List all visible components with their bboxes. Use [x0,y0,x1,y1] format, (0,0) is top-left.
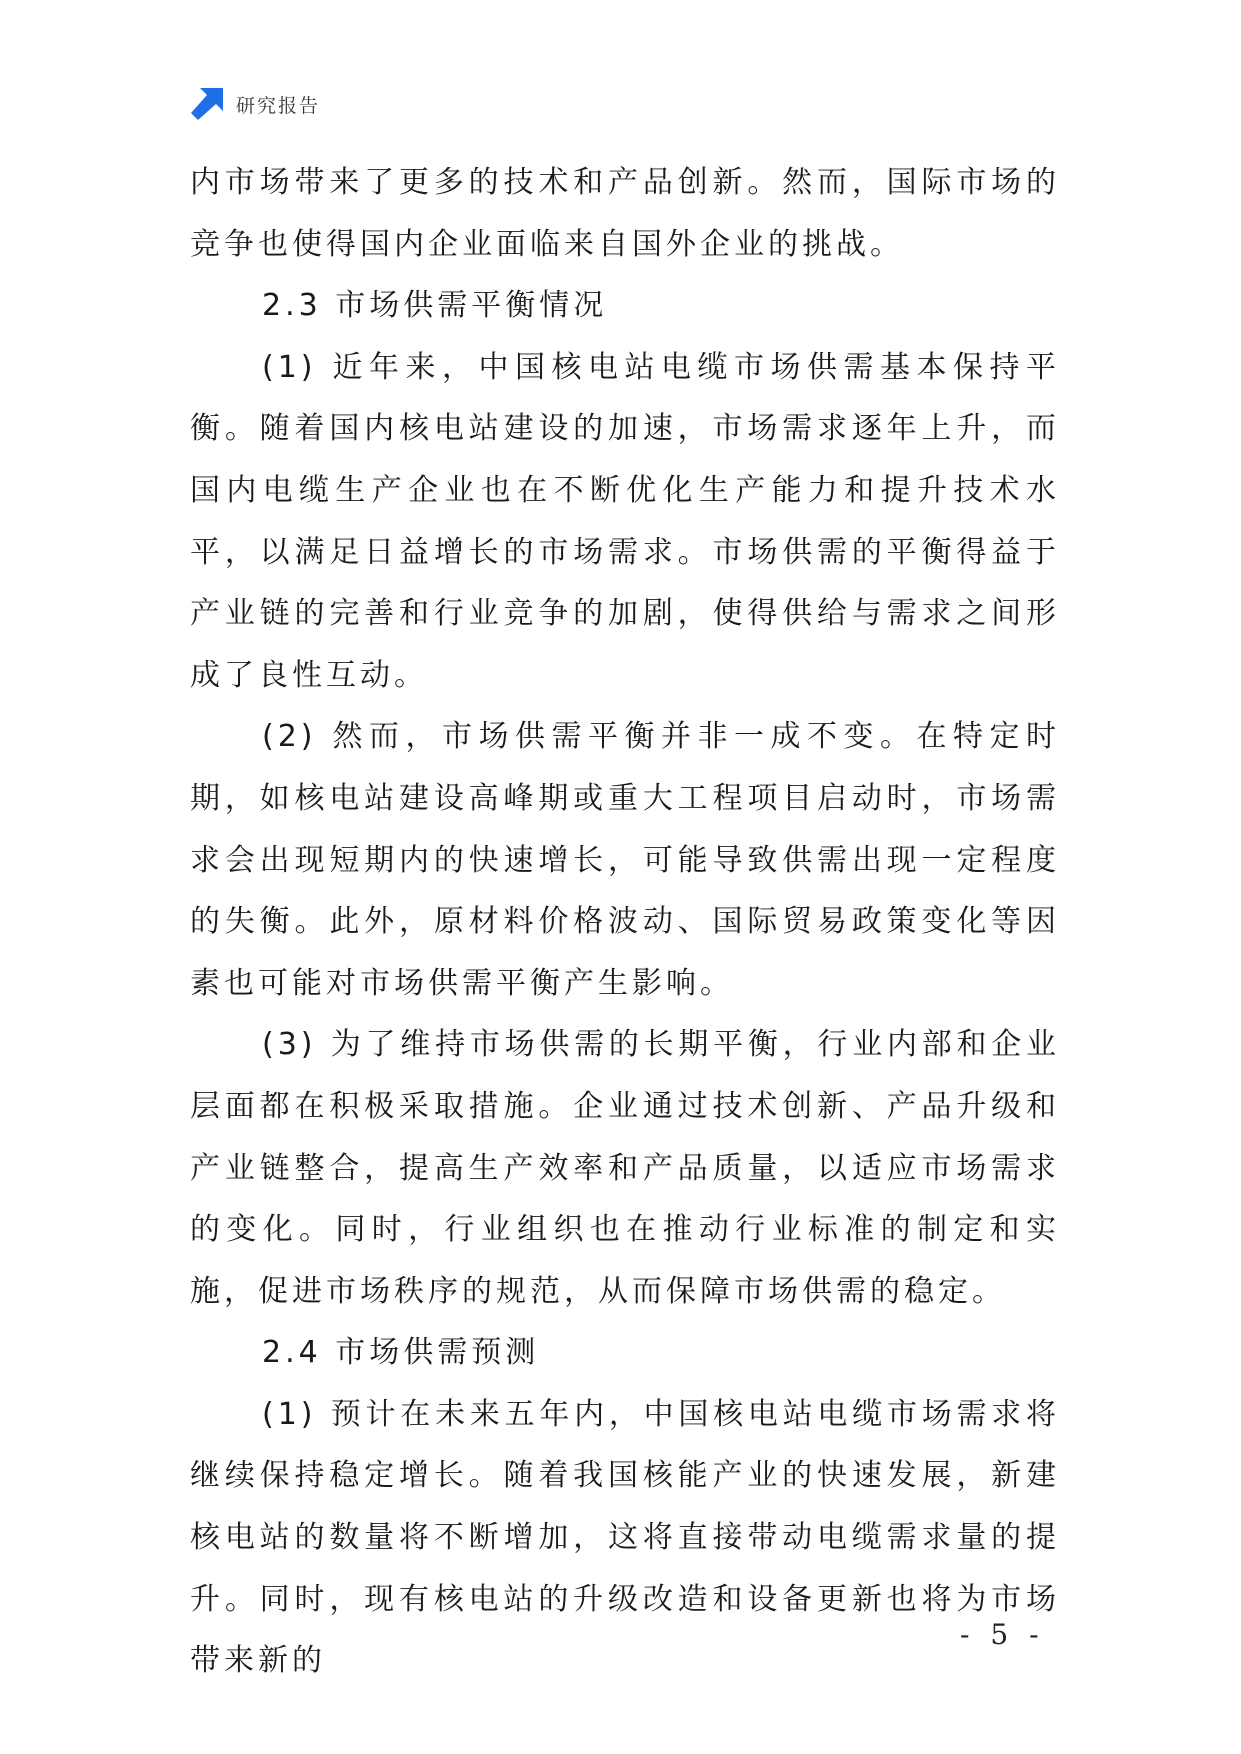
arrow-up-right-icon [190,87,224,121]
section-heading-2-3: 2.3 市场供需平衡情况 [262,288,608,324]
paragraph-2-4-1: (1) 预计在未来五年内，中国核电站电缆市场需求将继续保持稳定增长。随着我国核能产业的快速发展，新建核电站的数量将不断增加，这将直接带动电缆需求量的提升。同时，现有核电站的升级改造和设备更新也将为市场带来新的 [190,1396,1060,1679]
paragraph-2-3-2: (2) 然而，市场供需平衡并非一成不变。在特定时期，如核电站建设高峰期或重大工程项目启动时，市场需求会出现短期内的快速增长，可能导致供需出现一定程度的失衡。此外，原材料价格波动、国际贸易政策变化等因素也可能对市场供需平衡产生影响。 [190,719,1060,1001]
report-header [190,86,320,122]
paragraph-2-3-3: (3) 为了维持市场供需的长期平衡，行业内部和企业层面都在积极采取措施。企业通过技术创新、产品升级和产业链整合，提高生产效率和产品质量，以适应市场需求的变化。同时，行业组织也在推动行业标准的制定和实施，促进市场秩序的规范，从而保障市场供需的稳定。 [190,1027,1060,1309]
header-title: 研究报告 [236,94,321,117]
paragraph-2-3-1: (1) 近年来，中国核电站电缆市场供需基本保持平衡。随着国内核电站建设的加速，市场需求逐年上升，而国内电缆生产企业也在不断优化生产能力和提升技术水平，以满足日益增长的市场需求。市场供需的平衡得益于产业链的完善和行业竞争的加剧，使得供给与需求之间形成了良性互动。 [190,349,1060,693]
document-body [190,152,1060,1692]
page-number: - 5 - [960,1618,1045,1651]
section-heading-2-4: 2.4 市场供需预测 [262,1335,540,1371]
paragraph-continuation: 内市场带来了更多的技术和产品创新。然而，国际市场的竞争也使得国内企业面临来自国外企业的挑战。 [190,165,1060,262]
